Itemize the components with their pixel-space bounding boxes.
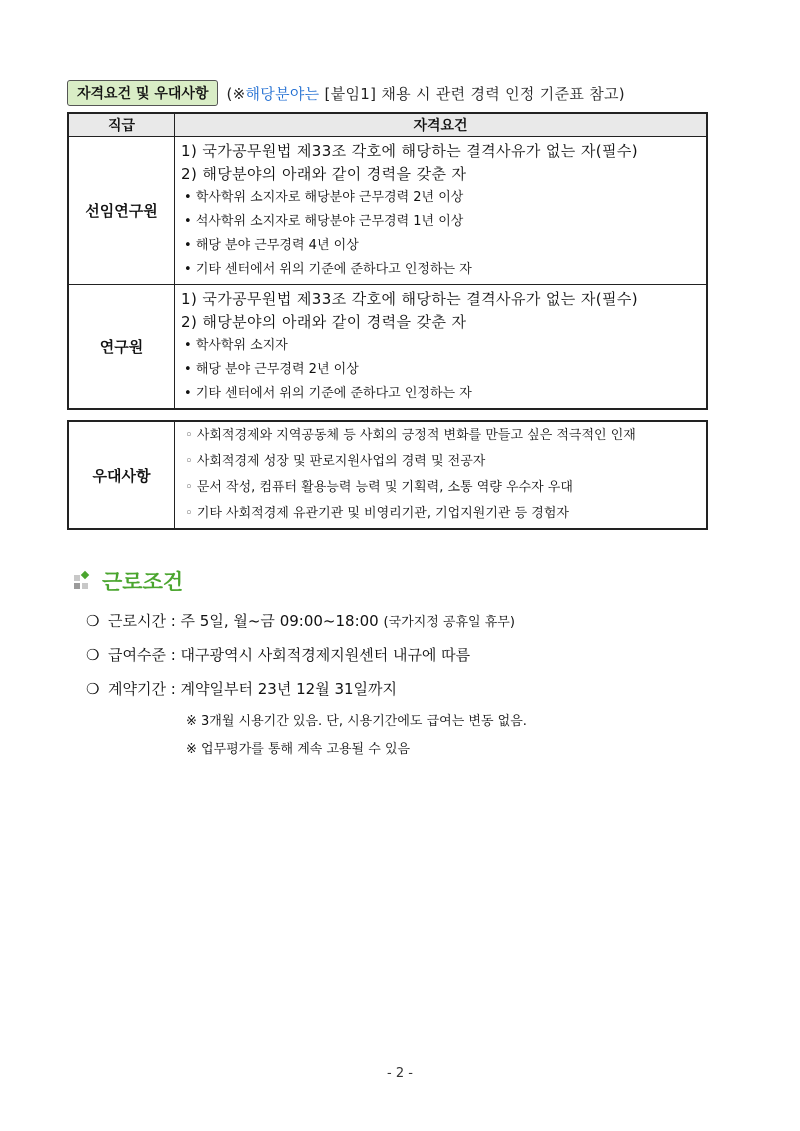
req-main-line: 1) 국가공무원법 제33조 각호에 해당하는 결격사유가 없는 자(필수) xyxy=(181,142,639,160)
working-hours-text: 근로시간 : 주 5일, 월~금 09:00~18:00 xyxy=(108,612,379,630)
preference-item: ◦ 문서 작성, 컴퓨터 활용능력 능력 및 기획력, 소통 역량 우수자 우대 xyxy=(179,475,702,501)
table-header-row xyxy=(68,113,707,137)
col-req-header: 자격요건 xyxy=(175,113,708,137)
working-conditions-heading xyxy=(74,566,183,596)
col-role-header: 직급 xyxy=(68,113,175,137)
req-main-line: 1) 국가공무원법 제33조 각호에 해당하는 결격사유가 없는 자(필수) xyxy=(181,290,639,308)
table-row xyxy=(68,137,707,285)
table-row xyxy=(68,285,707,410)
note-highlight: 해당분야는 xyxy=(245,84,320,103)
preference-item: ◦ 사회적경제와 지역공동체 등 사회의 긍정적 변화를 만들고 싶은 적극적인 인재 xyxy=(179,423,702,449)
qualification-tag: 자격요건 및 우대사항 xyxy=(67,80,218,106)
probation-note: ※ 3개월 시용기간 있음. 단, 시용기간에도 급여는 변동 없음. xyxy=(186,714,527,729)
req-item: • 해당 분야 근무경력 4년 이상 xyxy=(181,234,700,258)
req-item: • 학사학위 소지자로 해당분야 근무경력 2년 이상 xyxy=(181,186,700,210)
page-number: - 2 - xyxy=(387,1066,413,1081)
req-main-line: 2) 해당분야의 아래와 같이 경력을 갖춘 자 xyxy=(181,165,467,183)
note-prefix: (※ xyxy=(226,84,246,103)
req-main-line: 2) 해당분야의 아래와 같이 경력을 갖춘 자 xyxy=(181,313,467,331)
preference-cell xyxy=(175,421,708,529)
req-item: • 기타 센터에서 위의 기준에 준하다고 인정하는 자 xyxy=(181,258,700,282)
preference-table xyxy=(67,420,708,530)
salary-level xyxy=(86,644,470,665)
req-item: • 기타 센터에서 위의 기준에 준하다고 인정하는 자 xyxy=(181,382,700,406)
section-heading xyxy=(67,80,625,106)
req-item: • 해당 분야 근무경력 2년 이상 xyxy=(181,358,700,382)
bullet-icon: ❍ xyxy=(86,612,100,630)
req-item: • 학사학위 소지자 xyxy=(181,334,700,358)
bullet-icon: ❍ xyxy=(86,646,100,664)
working-hours xyxy=(86,610,515,631)
contract-period xyxy=(86,678,397,699)
bullet-icon: ❍ xyxy=(86,680,100,698)
req-item: • 석사학위 소지자로 해당분야 근무경력 1년 이상 xyxy=(181,210,700,234)
evaluation-note: ※ 업무평가를 통해 계속 고용될 수 있음 xyxy=(186,742,411,757)
requirements-cell xyxy=(175,137,708,285)
preference-item: ◦ 기타 사회적경제 유관기관 및 비영리기관, 기업지원기관 등 경험자 xyxy=(179,501,702,527)
salary-text: 급여수준 : 대구광역시 사회적경제지원센터 내규에 따름 xyxy=(108,646,471,664)
preference-item: ◦ 사회적경제 성장 및 판로지원사업의 경력 및 전공자 xyxy=(179,449,702,475)
contract-text: 계약기간 : 계약일부터 23년 12월 31일까지 xyxy=(108,680,398,698)
qualification-table xyxy=(67,112,708,410)
role-researcher: 연구원 xyxy=(68,285,175,410)
requirements-cell xyxy=(175,285,708,410)
note-rest: [붙임1] 채용 시 관련 경력 인정 기준표 참고) xyxy=(324,84,625,103)
section-bullet-icon xyxy=(74,571,92,591)
table-row xyxy=(68,421,707,529)
section-title: 근로조건 xyxy=(102,570,184,594)
holiday-note: (국가지정 공휴일 휴무) xyxy=(383,615,515,630)
role-senior-researcher: 선임연구원 xyxy=(68,137,175,285)
reference-note xyxy=(226,83,624,104)
preference-label: 우대사항 xyxy=(68,421,175,529)
